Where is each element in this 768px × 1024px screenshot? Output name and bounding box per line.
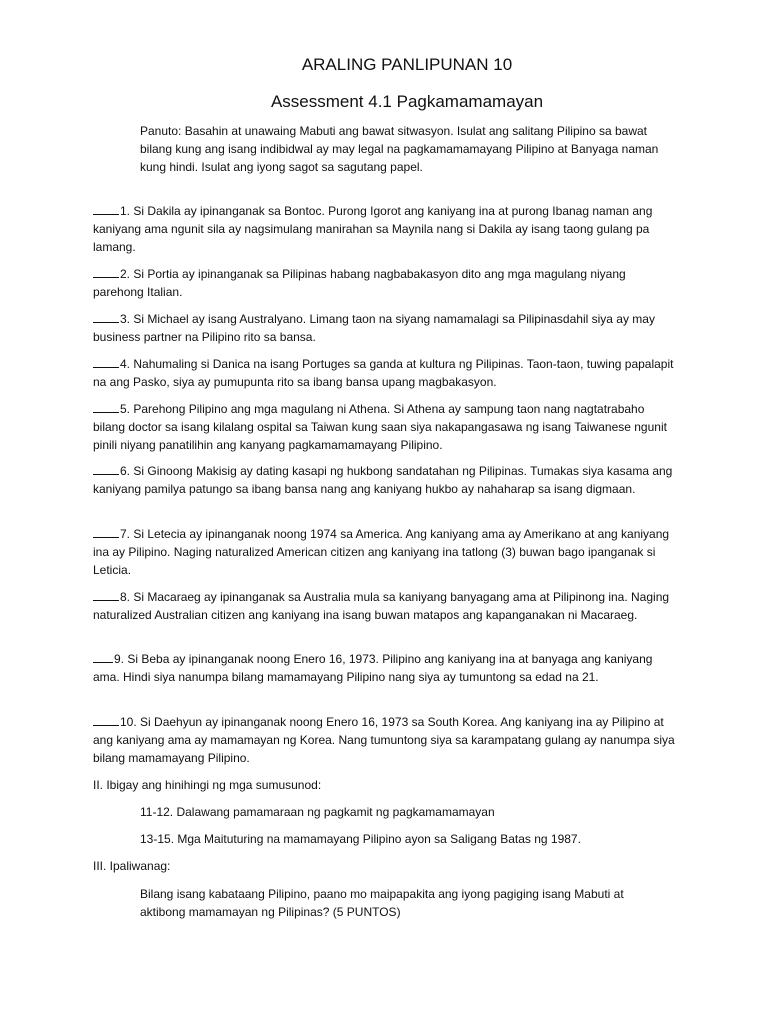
section-2-question-1: 11-12. Dalawang pamamaraan ng pagkamit ng pagkamamamayan — [140, 805, 495, 819]
question-text: Si Daehyun ay ipinanganak noong Enero 16, 1973 sa South Korea. Ang kaniyang ina ay Pilipino at ang kaniyang ama ay mamamayan ng Korea. Nang tumuntong siya sa karampatang gulang ay nanumpa siya bilang mamamayang Pilipino. — [93, 715, 675, 765]
question-text: Nahumaling si Danica na isang Portuges sa ganda at kultura ng Pilipinas. Taon-taon, tuwing papalapit na ang Pasko, siya ay pumupunta rito sa ibang bansa upang magbakasyon. — [93, 357, 674, 389]
question-number: 10. — [120, 715, 137, 729]
section-2-question-2: 13-15. Mga Maituturing na mamamayang Pilipino ayon sa Saligang Batas ng 1987. — [140, 832, 581, 846]
question-text: Si Ginoong Makisig ay dating kasapi ng hukbong sandatahan ng Pilipinas. Tumakas siya kasama ang kaniyang pamilya patungo sa ibang bansa nang ang kaniyang hukbo ay nahaharap sa isang digmaan. — [93, 464, 673, 496]
document-title: ARALING PANLIPUNAN 10 — [301, 55, 513, 74]
question-number: 7. — [120, 527, 131, 541]
question-text: Si Dakila ay ipinanganak sa Bontoc. Purong Igorot ang kaniyang ina at purong Ibanag naman ang kaniyang ama ngunit sila ay nagsimulang manirahan sa Maynila nang si Dakila ay isang taong gulang pa lamang. — [93, 204, 653, 254]
question-number: 4. — [120, 357, 131, 371]
section-3-heading: III. Ipaliwanag: — [93, 859, 171, 873]
question-item-5 — [93, 400, 678, 454]
question-item-8 — [93, 588, 678, 624]
question-number: 9. — [114, 652, 125, 666]
question-item-7 — [93, 525, 678, 579]
answer-blank[interactable] — [93, 356, 119, 368]
question-text: Si Letecia ay ipinanganak noong 1974 sa America. Ang kaniyang ama ay Amerikano at ang kaniyang ina ay Pilipino. Naging naturalized American citizen ang kaniyang ina tatlong (3) buwan bago ipanganak si Leticia. — [93, 527, 670, 577]
answer-blank[interactable] — [93, 311, 119, 323]
question-item-10 — [93, 713, 678, 767]
document-subtitle: Assessment 4.1 Pagkamamamayan — [270, 92, 544, 111]
answer-blank[interactable] — [93, 401, 119, 413]
question-item-4 — [93, 355, 678, 391]
answer-blank[interactable] — [93, 203, 119, 215]
question-number: 3. — [120, 312, 131, 326]
question-text: Si Beba ay ipinanganak noong Enero 16, 1973. Pilipino ang kaniyang ina at banyaga ang kaniyang ama. Hindi siya nanumpa bilang mamamayang Pilipino nang siya ay tumuntong sa edad na 21. — [93, 652, 653, 684]
answer-blank[interactable] — [93, 714, 119, 726]
question-number: 6. — [120, 464, 131, 478]
answer-blank[interactable] — [93, 651, 113, 663]
answer-blank[interactable] — [93, 526, 119, 538]
question-number: 2. — [120, 267, 131, 281]
question-item-3 — [93, 310, 678, 346]
question-text: Si Portia ay ipinanganak sa Pilipinas habang nagbabakasyon dito ang mga magulang niyang parehong Italian. — [93, 267, 626, 299]
section-2-heading: II. Ibigay ang hinihingi ng mga sumusunod: — [93, 778, 322, 792]
question-number: 8. — [120, 590, 131, 604]
question-text: Parehong Pilipino ang mga magulang ni Athena. Si Athena ay sampung taon nang nagtatrabaho bilang doctor sa isang kilalang ospital sa Taiwan kung saan siya nakapangasawa ng isang Taiwanese ngunit pinili niyang panatilihin ang kanyang pagkamamamayang Pilipino. — [93, 402, 667, 452]
question-number: 1. — [120, 204, 131, 218]
instructions: Panuto: Basahin at unawaing Mabuti ang bawat sitwasyon. Isulat ang salitang Pilipino sa bawat bilang kung ang isang indibidwal ay may legal na pagkamamamayang Pilipino at Banyaga naman kung hindi. Isulat ang iyong sagot sa sagutang papel. — [140, 124, 659, 174]
section-3-question: Bilang isang kabataang Pilipino, paano mo maipapakita ang iyong pagiging isang Mabuti at aktibong mamamayan ng Pilipinas? (5 PUNTOS) — [140, 887, 624, 919]
question-text: Si Macaraeg ay ipinanganak sa Australia mula sa kaniyang banyagang ama at Pilipinong ina. Naging naturalized Australian citizen ang kaniyang ina isang buwan matapos ang kapanganakan ni Macaraeg. — [93, 590, 670, 622]
question-item-6 — [93, 462, 678, 498]
question-number: 5. — [120, 402, 131, 416]
question-text: Si Michael ay isang Australyano. Limang taon na siyang namamalagi sa Pilipinasdahil siya ay may business partner na Pilipino rito sa bansa. — [93, 312, 655, 344]
answer-blank[interactable] — [93, 589, 119, 601]
question-item-2 — [93, 265, 678, 301]
answer-blank[interactable] — [93, 266, 119, 278]
answer-blank[interactable] — [93, 463, 119, 475]
question-item-1 — [93, 202, 678, 256]
question-item-9 — [93, 650, 678, 686]
